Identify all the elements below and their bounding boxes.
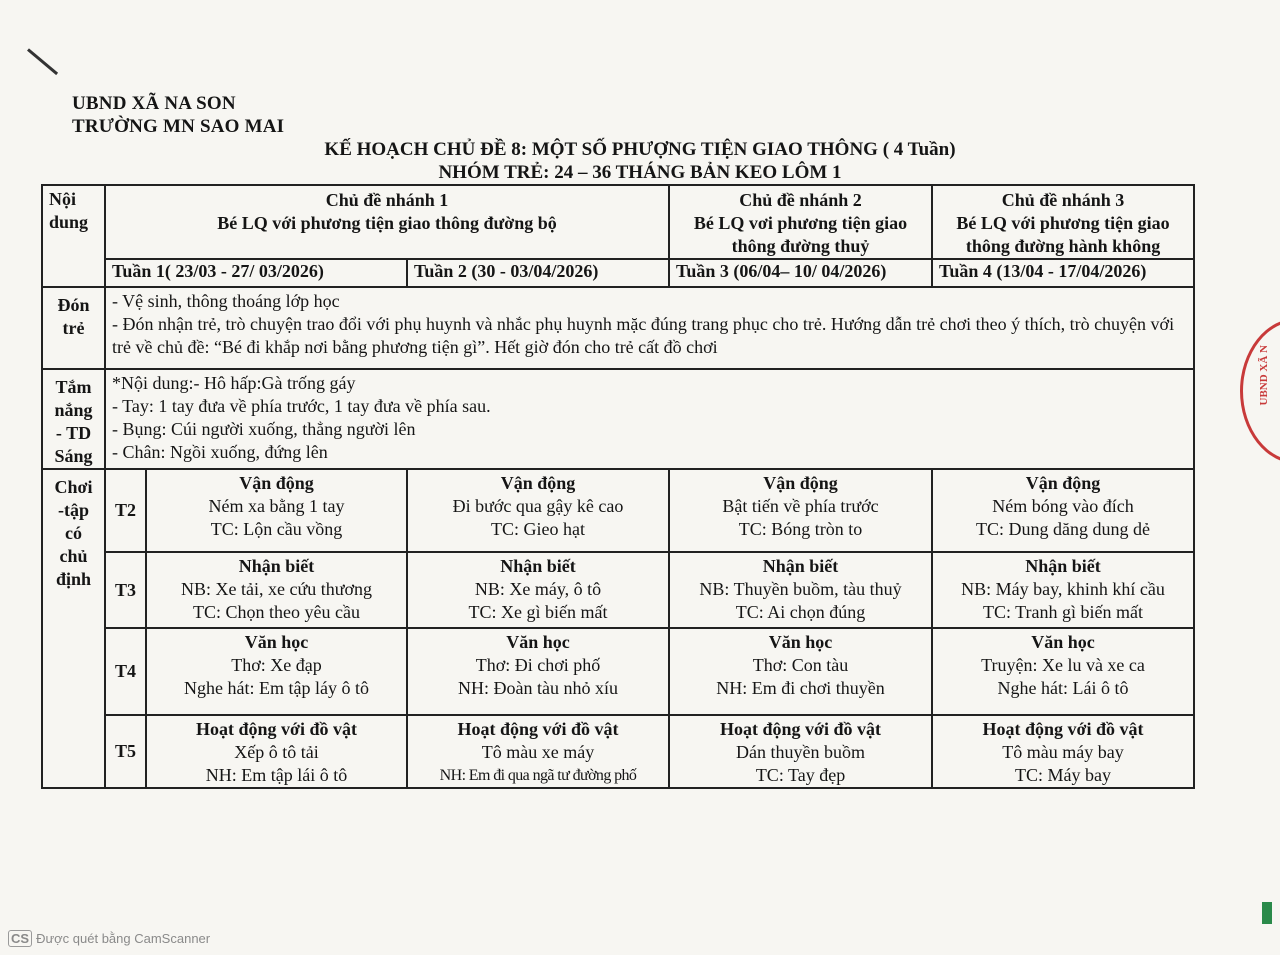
week-1: Tuần 1( 23/03 - 27/ 03/2026) (105, 259, 407, 287)
reception-content (105, 287, 1194, 369)
activity-game: NH: Đoàn tàu nhỏ xíu (458, 678, 618, 698)
activity-type: Nhận biết (762, 556, 839, 576)
activity-content: NB: Thuyền buồm, tàu thuỷ (699, 579, 902, 599)
reception-label-line: trẻ (62, 318, 85, 338)
week-3: Tuần 3 (06/04– 10/ 04/2026) (669, 259, 932, 287)
activity-content: Bật tiến về phía trước (722, 496, 879, 516)
exercise-label-line: nắng (54, 400, 93, 420)
activity-cell (669, 469, 932, 552)
activity-type: Vận động (500, 473, 576, 493)
activity-content: Thơ: Đi chơi phố (475, 655, 601, 675)
activity-game: Nghe hát: Em tập láy ô tô (184, 678, 369, 698)
activity-game: TC: Lộn cầu vồng (210, 519, 343, 539)
activity-cell (932, 469, 1194, 552)
branch-2-title: Chủ đề nhánh 2 (739, 190, 862, 210)
activity-cell (407, 552, 669, 628)
school-name: TRƯỜNG MN SAO MAI (72, 116, 285, 137)
activity-game: TC: Xe gì biến mất (468, 602, 608, 622)
activity-row-t3 (42, 552, 1194, 628)
activity-type: Hoạt động với đồ vật (982, 719, 1144, 739)
branch-1-desc: Bé LQ với phương tiện giao thông đường bộ (217, 213, 557, 233)
exercise-label-line: Tắm (55, 377, 92, 397)
activity-type: Văn học (244, 632, 309, 652)
camscanner-logo-icon: CS (8, 930, 32, 947)
activity-label-line: -tập (58, 500, 89, 520)
branch-3-title: Chủ đề nhánh 3 (1001, 190, 1125, 210)
stamp-text: UBND XÃ N (1258, 345, 1270, 406)
branch-2-desc: Bé LQ vơi phương tiện giao (693, 213, 908, 233)
activity-content: Xếp ô tô tải (234, 742, 319, 762)
exercise-line: - Chân: Ngồi xuống, đứng lên (112, 442, 328, 462)
activity-row-t5 (42, 715, 1194, 788)
activity-content: NB: Máy bay, khinh khí cầu (961, 579, 1165, 599)
activity-game: TC: Dung dăng dung dẻ (976, 519, 1150, 539)
activity-row-t4 (42, 628, 1194, 715)
reception-line: - Đón nhận trẻ, trò chuyện trao đổi với phụ huynh và nhắc phụ huynh mặc đúng trang phục cho trẻ. Hướng dẫn trẻ chơi theo ý thích, trò chuyện với trẻ về chủ đề: “Bé đi khắp nơi bằng phương tiện gì”. Hết giờ đón cho trẻ cất đồ chơi (112, 314, 1175, 357)
activity-game: TC: Máy bay (1015, 765, 1112, 785)
scanner-watermark (8, 930, 210, 947)
activity-type: Nhận biết (1025, 556, 1101, 576)
activity-game: NH: Em đi chơi thuyền (716, 678, 885, 698)
activity-type: Vận động (239, 473, 314, 493)
activity-cell (407, 715, 669, 788)
pen-mark (27, 48, 58, 75)
watermark-text: Được quét bằng CamScanner (36, 931, 211, 946)
plan-table (41, 184, 1195, 789)
reception-label-line: Đón (57, 295, 90, 315)
activity-cell (669, 628, 932, 715)
content-header-line: Nội (49, 189, 76, 209)
day-t5: T5 (105, 715, 146, 788)
reception-row (42, 287, 1194, 369)
exercise-line: - Tay: 1 tay đưa về phía trước, 1 tay đưa về phía sau. (112, 396, 491, 416)
activity-content: Tô màu máy bay (1002, 742, 1124, 762)
activity-label-line: định (55, 569, 92, 589)
branch-3-desc: thông đường hành không (965, 236, 1161, 256)
activity-label-line: Chơi (54, 477, 93, 497)
day-t3: T3 (105, 552, 146, 628)
activity-game: TC: Chọn theo yêu cầu (193, 602, 360, 622)
reception-line: - Vệ sinh, thông thoáng lớp học (112, 291, 340, 311)
activity-game: Nghe hát: Lái ô tô (997, 678, 1129, 698)
activity-content: Truyện: Xe lu và xe ca (981, 655, 1145, 675)
activity-type: Nhận biết (238, 556, 315, 576)
activity-content: NB: Xe tải, xe cứu thương (181, 579, 372, 599)
activity-type: Vận động (1025, 473, 1101, 493)
activity-type: Hoạt động với đồ vật (196, 719, 357, 739)
authority-name: UBND XÃ NA SON (72, 93, 236, 114)
exercise-label-line: Sáng (54, 446, 93, 466)
activity-type: Hoạt động với đồ vật (457, 719, 619, 739)
activity-cell (669, 552, 932, 628)
activity-type: Vận động (763, 473, 838, 493)
activity-cell (932, 552, 1194, 628)
week-row (42, 259, 1194, 287)
activity-label-line: chủ (59, 546, 88, 566)
activity-type: Văn học (768, 632, 833, 652)
activity-cell (669, 715, 932, 788)
activity-type: Văn học (506, 632, 570, 652)
branch-3-header (932, 185, 1194, 259)
edge-mark (1262, 902, 1272, 924)
exercise-row (42, 369, 1194, 469)
branch-1-header (105, 185, 669, 259)
reception-label (42, 287, 105, 369)
week-2: Tuần 2 (30 - 03/04/2026) (407, 259, 669, 287)
exercise-line: - Bụng: Cúi người xuống, thẳng người lên (112, 419, 416, 439)
activity-type: Văn học (1031, 632, 1095, 652)
document-title: KẾ HOẠCH CHỦ ĐỀ 8: MỘT SỐ PHƯỢNG TIỆN GIAO THÔNG ( 4 Tuần) (324, 139, 956, 160)
content-header (42, 185, 105, 287)
activity-content: NB: Xe máy, ô tô (474, 579, 602, 599)
activity-type: Hoạt động với đồ vật (720, 719, 882, 739)
activity-cell (932, 628, 1194, 715)
activity-label (42, 469, 105, 788)
content-header-line: dung (49, 212, 89, 232)
week-4: Tuần 4 (13/04 - 17/04/2026) (932, 259, 1194, 287)
activity-game: TC: Bóng tròn to (738, 519, 863, 539)
branch-2-header (669, 185, 932, 259)
day-t2: T2 (105, 469, 146, 552)
activity-cell (146, 628, 407, 715)
activity-game: TC: Tay đẹp (755, 765, 846, 785)
exercise-content (105, 369, 1194, 469)
activity-cell (146, 469, 407, 552)
day-t4: T4 (105, 628, 146, 715)
exercise-label (42, 369, 105, 469)
branch-3-desc: Bé LQ với phương tiện giao (956, 213, 1170, 233)
activity-cell (146, 715, 407, 788)
activity-content: Tô màu xe máy (481, 742, 595, 762)
exercise-line: *Nội dung:- Hô hấp:Gà trống gáy (112, 373, 356, 393)
activity-game: TC: Tranh gì biến mất (983, 602, 1144, 622)
activity-cell (932, 715, 1194, 788)
activity-game: NH: Em tập lái ô tô (205, 765, 348, 785)
activity-content: Thơ: Con tàu (752, 655, 849, 675)
activity-content: Dán thuyền buồm (736, 742, 865, 762)
activity-game: TC: Ai chọn đúng (735, 602, 866, 622)
activity-cell (146, 552, 407, 628)
activity-game: TC: Gieo hạt (491, 519, 585, 539)
activity-type: Nhận biết (500, 556, 576, 576)
branch-2-desc: thông đường thuỷ (731, 236, 870, 256)
activity-cell (407, 628, 669, 715)
branch-header-row (42, 185, 1194, 259)
activity-content: Thơ: Xe đạp (231, 655, 322, 675)
activity-label-line: có (65, 523, 82, 543)
activity-content: Đi bước qua gậy kê cao (452, 496, 624, 516)
document-subtitle: NHÓM TRẺ: 24 – 36 THÁNG BẢN KEO LÔM 1 (438, 162, 842, 183)
activity-row-t2 (42, 469, 1194, 552)
exercise-label-line: - TD (55, 423, 92, 443)
activity-content: Ném xa bằng 1 tay (208, 496, 345, 516)
activity-game: NH: Em đi qua ngã tư đường phố (439, 767, 637, 784)
activity-content: Ném bóng vào đích (992, 496, 1134, 516)
branch-1-title: Chủ đề nhánh 1 (325, 190, 449, 210)
activity-cell (407, 469, 669, 552)
